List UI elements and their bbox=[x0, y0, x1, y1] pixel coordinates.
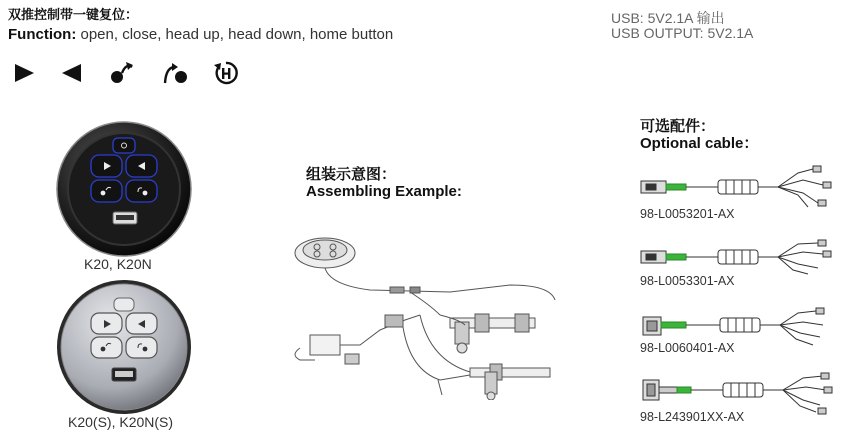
head-up-icon bbox=[108, 59, 136, 87]
usb-spec bbox=[611, 11, 753, 41]
cable-code-3: 98-L0060401-AX bbox=[640, 341, 735, 355]
assembly-title-en: Assembling Example: bbox=[306, 183, 462, 200]
cable-code-4: 98-L243901XX-AX bbox=[640, 410, 745, 424]
controller-black-image bbox=[55, 120, 193, 258]
head-down-icon bbox=[162, 59, 190, 87]
cable-code-1: 98-L0053201-AX bbox=[640, 207, 735, 221]
function-line bbox=[8, 26, 393, 43]
assembly-title bbox=[306, 166, 462, 200]
function-label: Function: bbox=[8, 26, 77, 43]
cable-title-en: Optional cable： bbox=[640, 135, 759, 152]
controller-silver-image bbox=[55, 278, 193, 416]
play-right-icon bbox=[10, 59, 38, 87]
title-chinese: 双推控制带一键复位： bbox=[8, 7, 139, 22]
product-label-k20s: K20(S), K20N(S) bbox=[68, 414, 174, 430]
cable-code-2: 98-L0053301-AX bbox=[640, 274, 735, 288]
usb-spec-en: USB OUTPUT: 5V2.1A bbox=[611, 25, 754, 41]
play-left-icon bbox=[58, 59, 86, 87]
assembly-title-cn: 组装示意图： bbox=[306, 166, 397, 183]
cable-title bbox=[640, 118, 758, 152]
product-label-k20: K20, K20N bbox=[84, 256, 152, 272]
function-text: open, close, head up, head down, home button bbox=[76, 26, 394, 43]
cable-image-1 bbox=[638, 165, 838, 210]
cable-title-cn: 可选配件： bbox=[640, 118, 716, 135]
usb-spec-cn: USB: 5V2.1A 输出 bbox=[611, 10, 725, 26]
home-icon bbox=[212, 59, 240, 87]
cable-image-2 bbox=[638, 238, 838, 278]
assembly-diagram bbox=[290, 230, 580, 400]
